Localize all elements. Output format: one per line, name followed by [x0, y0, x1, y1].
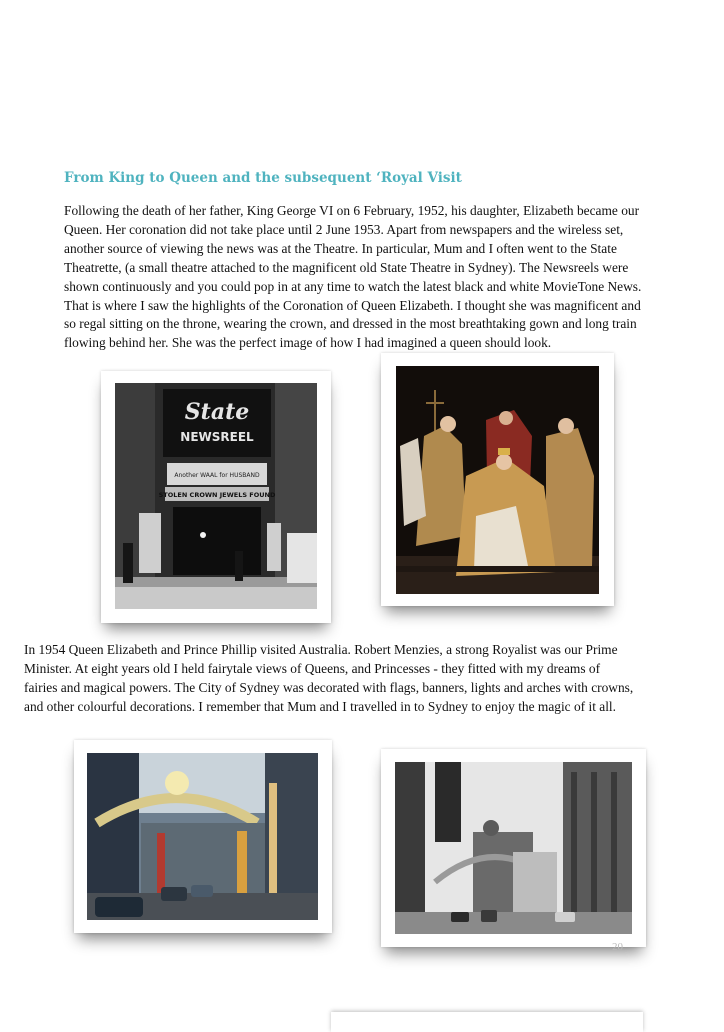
text-line: Following the death of her father, King George VI on 6 February, 1952, his daughter, Elizabeth became our [64, 203, 640, 218]
text-line: another source of viewing the news was at the Theatre. In particular, Mum and I often went to the State [64, 240, 617, 256]
text-line: That is where I saw the highlights of the Coronation of Queen Elizabeth. I thought she was magnificent and [64, 297, 641, 313]
theatre-sign-newsreel: NEWSREEL [180, 430, 254, 444]
paragraph-coronation [64, 202, 688, 353]
text-line: so regal sitting on the throne, wearing the crown, and dressed in the most breathtaking gown and long train [64, 316, 637, 332]
photo-image [115, 383, 317, 609]
paragraph-royal-visit [24, 641, 700, 717]
theatre-marquee: STOLEN CROWN JEWELS FOUND [158, 491, 276, 499]
photo-coronation [381, 353, 614, 606]
theatre-sign-state: State [184, 399, 250, 425]
photo-decorated-street-arch [74, 740, 332, 933]
text-line: In 1954 Queen Elizabeth and Prince Phillip visited Australia. Robert Menzies, a strong Royalist was our Prime [24, 642, 618, 657]
text-line: and other colourful decorations. I remember that Mum and I travelled in to Sydney to enjoy the magic of it all. [24, 698, 616, 714]
photo-street-with-arch [381, 749, 646, 947]
text-line: fairies and magical powers. The City of Sydney was decorated with flags, banners, lights and arches with crowns, [24, 679, 634, 695]
theatre-billboard: Another WAAL for HUSBAND [174, 472, 260, 479]
photo-image [395, 762, 632, 934]
page-number: 20 [612, 941, 623, 953]
text-line: Minister. At eight years old I held fairytale views of Queens, and Princesses - they fitted with my dreams of [24, 660, 601, 676]
section-heading: From King to Queen and the subsequent ‘Royal Visit [64, 170, 462, 186]
photo-state-newsreel-theatre [101, 371, 331, 623]
text-line: Queen. Her coronation did not take place until 2 June 1953. Apart from newspapers and the wireless set, [64, 221, 624, 237]
text-line: shown continuously and you could pop in at any time to watch the latest black and white MovieTone News. [64, 278, 642, 294]
text-line: Theatrette, (a small theatre attached to the magnificent old State Theatre in Sydney). The Newsreels were [64, 259, 629, 275]
photo-image [396, 366, 599, 594]
photo-image [87, 753, 318, 920]
text-line: flowing behind her. She was the perfect image of how I had imagined a queen should look. [64, 335, 552, 351]
photo-frame-partial [331, 1012, 643, 1032]
